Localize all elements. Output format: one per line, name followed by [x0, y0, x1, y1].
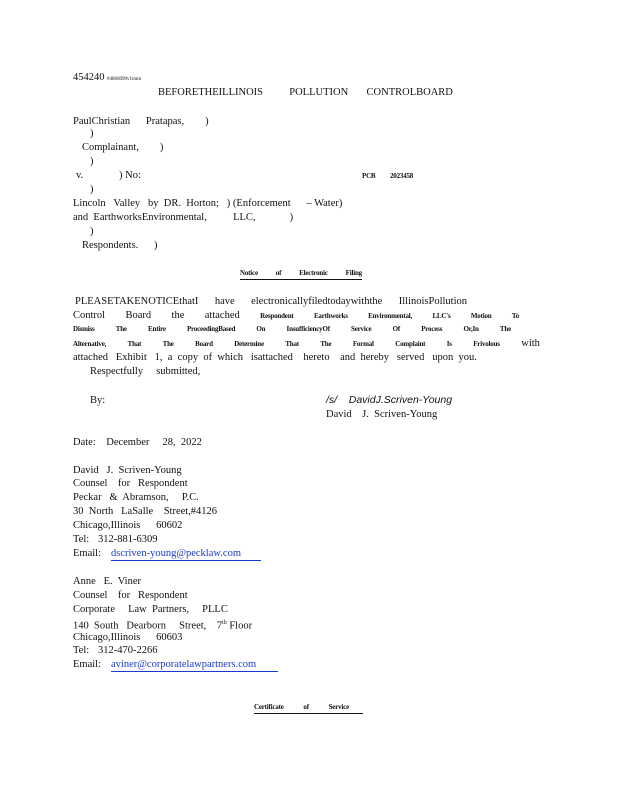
counsel-2-email-link[interactable]: aviner@corporatelawpartners.com — [111, 659, 257, 670]
notice-word: LLC's — [432, 312, 451, 320]
notice-title-word: of — [275, 269, 282, 277]
notice-word: Control — [73, 310, 106, 321]
notice-word: To — [511, 312, 519, 320]
date-line: Date: December 28, 2022 — [73, 437, 202, 448]
notice-word: Board — [125, 310, 152, 321]
notice-title-word: Notice — [240, 269, 258, 277]
notice-word: Is — [446, 340, 452, 348]
signer-name: David J. Scriven-Young — [326, 409, 438, 420]
counsel-2-street-number: 7 — [216, 620, 223, 632]
counsel-2-tel-label: Tel: — [73, 645, 90, 656]
closing-text: Respectfully submitted, — [90, 366, 201, 377]
counsel-2-street-a: 140 South Dearborn Street, — [73, 620, 207, 632]
certificate-title — [254, 704, 349, 711]
certificate-title-word: Certificate — [254, 703, 284, 711]
notice-word: Or,In — [463, 325, 479, 333]
notice-line-5: attached Exhibit 1, a copy of which isattached hereto and hereby served upon you. — [73, 352, 477, 363]
by-label: By: — [90, 395, 106, 406]
notice-word: ProceedingBased — [186, 325, 236, 333]
notice-word: That — [127, 340, 142, 348]
notice-word: Motion — [470, 312, 492, 320]
notice-word: The — [115, 325, 127, 333]
caption-paren: ) — [90, 184, 94, 195]
counsel-2-role: Counsel for Respondent — [73, 590, 188, 601]
notice-word: Alternative, — [73, 340, 107, 348]
notice-title-underline — [240, 279, 362, 280]
counsel-1-email-underline — [111, 560, 261, 561]
notice-line-1 — [75, 297, 467, 308]
notice-word: IllinoisPollution — [398, 296, 467, 307]
notice-title-word: Filing — [345, 269, 362, 277]
notice-word: Formal — [352, 340, 374, 348]
counsel-2-email-underline — [111, 671, 278, 672]
notice-line-4 — [73, 339, 540, 350]
counsel-2-name: Anne E. Viner — [73, 576, 141, 587]
respondent-line-2: and EarthworksEnvironmental, LLC, ) — [73, 212, 294, 223]
notice-title-word: Electronic — [299, 269, 328, 277]
notice-word: PLEASETAKENOTICEthatI — [75, 296, 199, 307]
notice-word: Frivolous — [473, 340, 500, 348]
notice-word: The — [320, 340, 332, 348]
counsel-1-name: David J. Scriven-Young — [73, 465, 182, 476]
certificate-title-word: Service — [328, 703, 349, 711]
complainant-role: Complainant, ) — [82, 142, 164, 153]
notice-word: Respondent — [260, 312, 294, 320]
pcb-label: PCB — [362, 172, 376, 180]
electronic-signature: /s/ DavidJ.Scriven-Young — [326, 394, 453, 406]
notice-line-2 — [73, 311, 519, 322]
document-number: 454240 — [73, 72, 105, 83]
notice-word: the — [171, 310, 185, 321]
notice-word: Complaint — [395, 340, 426, 348]
notice-word: Environmental, — [368, 312, 413, 320]
counsel-1-email-label: Email: — [73, 548, 101, 559]
counsel-2-street — [73, 620, 252, 632]
respondent-line-1: Lincoln Valley by DR. Horton; ) (Enforcement – Water) — [73, 198, 343, 209]
counsel-2-street-suffix: th — [222, 620, 227, 626]
counsel-1-phone: 312-881-6309 — [98, 534, 158, 545]
notice-word: That — [285, 340, 299, 348]
caption-paren: ) — [90, 128, 94, 139]
notice-word: InsufficiencyOf — [286, 325, 330, 333]
counsel-2-street-b: Floor — [229, 620, 253, 632]
notice-word: Determine — [234, 340, 264, 348]
caption-paren: ) — [90, 156, 94, 167]
complainant-name: PaulChristian Pratapas, ) — [73, 116, 209, 127]
notice-word: Process — [421, 325, 443, 333]
notice-word: Board — [195, 340, 213, 348]
counsel-1-city: Chicago,Illinois 60602 — [73, 520, 183, 531]
notice-word: Dismiss — [73, 325, 95, 333]
certificate-title-underline — [254, 713, 363, 714]
notice-word: with — [521, 338, 540, 349]
counsel-1-tel-label: Tel: — [73, 534, 90, 545]
notice-word: Earthworks — [313, 312, 348, 320]
board-title: BEFORETHEILLINOIS POLLUTION CONTROLBOARD — [158, 87, 453, 98]
counsel-2-city: Chicago,Illinois 60603 — [73, 632, 183, 643]
counsel-2-phone: 312-470-2266 — [98, 645, 158, 656]
counsel-1-role: Counsel for Respondent — [73, 478, 188, 489]
notice-word: Service — [351, 325, 372, 333]
counsel-2-email-label: Email: — [73, 659, 101, 670]
versus-label: v. — [76, 170, 84, 181]
notice-word: Entire — [148, 325, 166, 333]
notice-word: On — [256, 325, 266, 333]
notice-word: Of — [392, 325, 400, 333]
counsel-1-firm: Peckar & Abramson, P.C. — [73, 492, 199, 503]
notice-line-3 — [73, 326, 511, 333]
counsel-2-firm: Corporate Law Partners, PLLC — [73, 604, 228, 615]
counsel-1-street: 30 North LaSalle Street,#4126 — [73, 506, 218, 517]
notice-title — [240, 270, 362, 277]
notice-word: electronicallyfiledtodaywiththe — [251, 296, 383, 307]
case-no-label: ) No: — [119, 170, 141, 181]
certificate-title-word: of — [303, 703, 309, 711]
notice-word: attached — [204, 310, 240, 321]
document-reference: #4866099v1imm — [107, 77, 142, 82]
notice-word: The — [499, 325, 511, 333]
caption-paren: ) — [90, 226, 94, 237]
case-number: 2023458 — [390, 172, 414, 180]
notice-word: The — [162, 340, 174, 348]
counsel-1-email-link[interactable]: dscriven-young@pecklaw.com — [111, 548, 241, 559]
notice-word: have — [214, 296, 235, 307]
respondents-role: Respondents. ) — [82, 240, 158, 251]
